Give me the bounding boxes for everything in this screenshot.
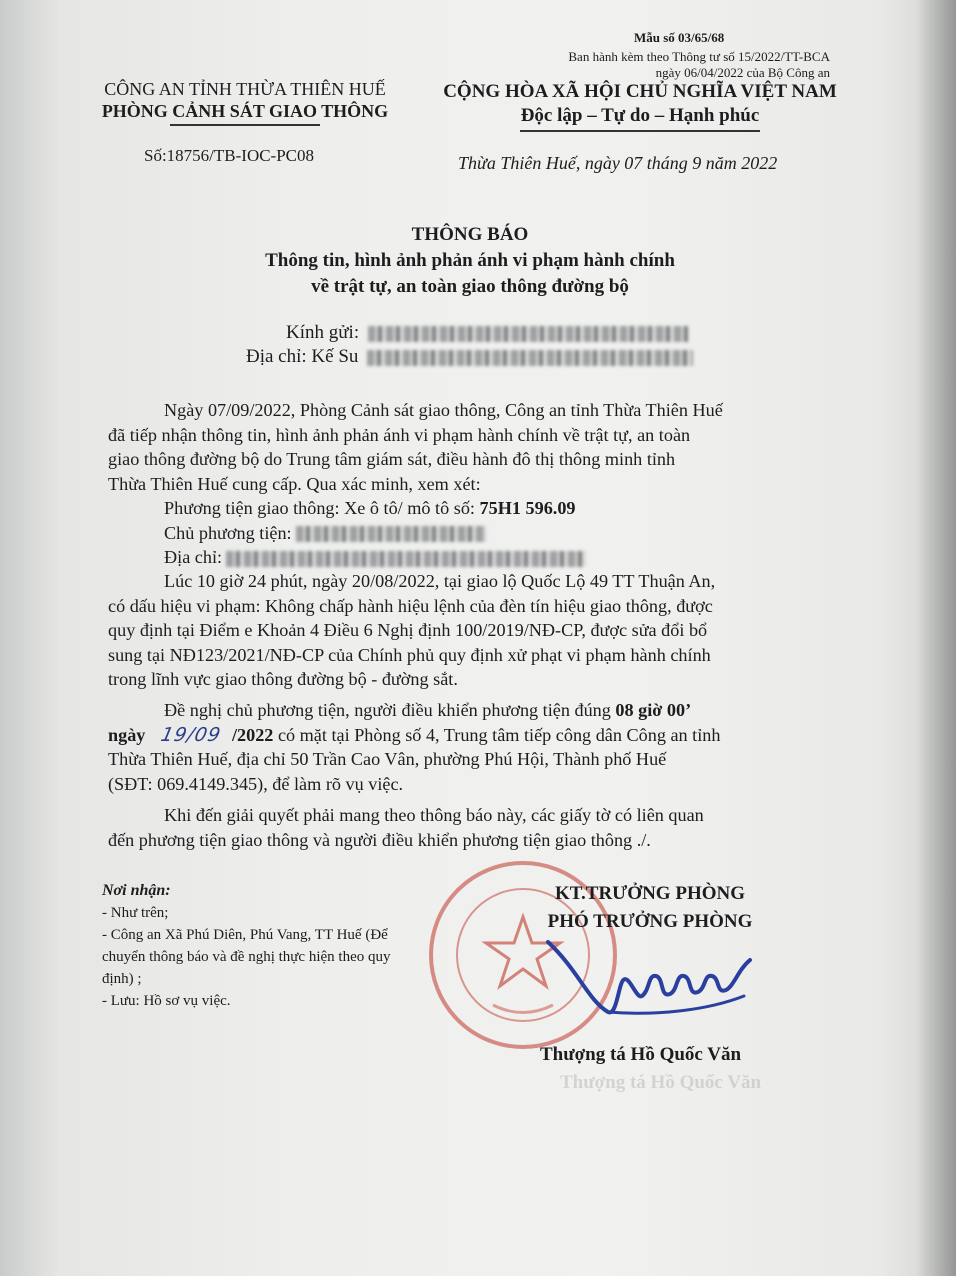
redacted-address: [367, 350, 693, 366]
issued-with-line2: ngày 06/04/2022 của Bộ Công an: [655, 65, 830, 80]
p2-line4: sung tại NĐ123/2021/NĐ-CP của Chính phủ quy định xử phạt vi phạm hành chính: [108, 644, 711, 665]
p2-line5: trong lĩnh vực giao thông đường bộ - đường sắt.: [108, 669, 458, 689]
agency-line2: PHÒNG CẢNH SÁT GIAO THÔNG: [101, 101, 389, 121]
vehicle-info: [164, 496, 914, 570]
recipient-item-1: - Như trên;: [102, 905, 169, 921]
p2-line3: quy định tại Điểm e Khoản 4 Điều 6 Nghị định 100/2019/NĐ-CP, được sửa đổi bổ: [108, 620, 708, 640]
p3-line2: [108, 723, 858, 748]
p1-line3: giao thông đường bộ do Trung tâm giám sát, điều hành đô thị thông minh tỉnh: [108, 449, 676, 469]
title-main: THÔNG BÁO: [411, 224, 529, 245]
issuing-agency: [80, 78, 410, 126]
recipient-line: [286, 322, 688, 344]
p4-line1: Khi đến giải quyết phải mang theo thông báo này, các giấy tờ có liên quan: [164, 805, 704, 825]
issued-with-line1: Ban hành kèm theo Thông tư số 15/2022/TT-BCA: [568, 49, 830, 64]
signature-icon: [538, 930, 798, 1030]
appointment-year: /2022: [231, 724, 274, 745]
p1-line2: đã tiếp nhận thông tin, hình ảnh phản ánh vi phạm hành chính về trật tự, an toàn: [108, 424, 691, 445]
sign-title-1: KT.TRƯỞNG PHÒNG: [555, 883, 745, 904]
redacted-recipient: [368, 326, 688, 342]
p2-line2: có dấu hiệu vi phạm: Không chấp hành hiệu lệnh của đèn tín hiệu giao thông, được: [108, 595, 713, 616]
document-title: [170, 222, 770, 300]
recipient-item-3: - Lưu: Hồ sơ vụ việc.: [102, 993, 231, 1009]
redacted-owner: [296, 526, 486, 542]
recipients-heading: Nơi nhận:: [102, 882, 171, 899]
p2-line1: Lúc 10 giờ 24 phút, ngày 20/08/2022, tại giao lộ Quốc Lộ 49 TT Thuận An,: [164, 571, 716, 591]
vehicle-line: [164, 496, 914, 521]
motto: Độc lập – Tự do – Hạnh phúc: [520, 105, 760, 126]
handwritten-date: 19/09: [158, 723, 224, 746]
national-header: [420, 80, 860, 132]
vehicle-plate: 75H1 596.09: [479, 498, 576, 518]
owner-address-line: [164, 545, 914, 570]
signer-name: Thượng tá Hồ Quốc Văn: [540, 1044, 742, 1065]
title-sub2: về trật tự, an toàn giao thông đường bộ: [311, 276, 629, 297]
recipient-item-2-cont: chuyển thông báo và đề nghị thực hiện theo quy: [102, 949, 391, 965]
nation-name: CỘNG HÒA XÃ HỘI CHỦ NGHĨA VIỆT NAM: [443, 81, 837, 102]
p3-line1-text: Đề nghị chủ phương tiện, người điều khiển phương tiện đúng: [164, 700, 616, 720]
motto-underline: [520, 130, 760, 132]
vehicle-label: Phương tiện giao thông: Xe ô tô/ mô tô số:: [164, 498, 480, 518]
p3-line1: [108, 698, 858, 723]
p3-line2-text: có mặt tại Phòng số 4, Trung tâm tiếp công dân Công an tỉnh: [273, 724, 721, 745]
p1-line4: Thừa Thiên Huế cung cấp. Qua xác minh, xem xét:: [108, 473, 481, 494]
form-number: Mẫu số 03/65/68: [634, 30, 725, 45]
owner-label: Chủ phương tiện:: [164, 522, 292, 543]
recipient-item-2-end: định) ;: [102, 971, 142, 987]
document-number: Số:18756/TB-IOC-PC08: [144, 146, 315, 165]
recipient-address-line: [246, 346, 693, 368]
agency-line1: CÔNG AN TỈNH THỪA THIÊN HUẾ: [104, 79, 386, 99]
owner-address-label: Địa chỉ:: [164, 547, 223, 567]
page-edge-shadow: [916, 0, 956, 1276]
p1-line1: Ngày 07/09/2022, Phòng Cảnh sát giao thông, Công an tỉnh Thừa Thiên Huế: [164, 400, 723, 420]
recipients-list: [102, 880, 462, 1012]
body-paragraph-2: [108, 569, 858, 692]
appointment-time: 08 giờ 00’: [615, 700, 692, 720]
p3-line4: (SĐT: 069.4149.345), để làm rõ vụ việc.: [108, 773, 404, 794]
p3-line3: Thừa Thiên Huế, địa chỉ 50 Trần Cao Vân, phường Phú Hội, Thành phố Huế: [108, 749, 667, 769]
sign-title-2: PHÓ TRƯỞNG PHÒNG: [547, 911, 753, 932]
agency-underline: [170, 124, 320, 126]
signer-name-show-through: Thượng tá Hồ Quốc Văn: [560, 1072, 762, 1093]
body-paragraph-1: [108, 398, 858, 496]
issued-with-note: [530, 49, 830, 81]
recipient-item-2: - Công an Xã Phú Diên, Phú Vang, TT Huế (Để: [102, 927, 388, 943]
owner-line: [164, 521, 914, 546]
title-sub1: Thông tin, hình ảnh phản ánh vi phạm hành chính: [265, 250, 675, 271]
recipient-address-label: Địa chỉ: Kế Su: [246, 346, 359, 367]
recipient-label: Kính gửi:: [286, 322, 360, 343]
date-label: ngày: [108, 724, 146, 745]
signature-block: [500, 880, 800, 936]
body-paragraph-4: [108, 803, 858, 852]
p4-line2: đến phương tiện giao thông và người điều khiển phương tiện giao thông ./.: [108, 829, 651, 850]
redacted-owner-address: [226, 551, 586, 567]
body-paragraph-3: [108, 698, 858, 796]
place-date: Thừa Thiên Huế, ngày 07 tháng 9 năm 2022: [458, 153, 778, 173]
